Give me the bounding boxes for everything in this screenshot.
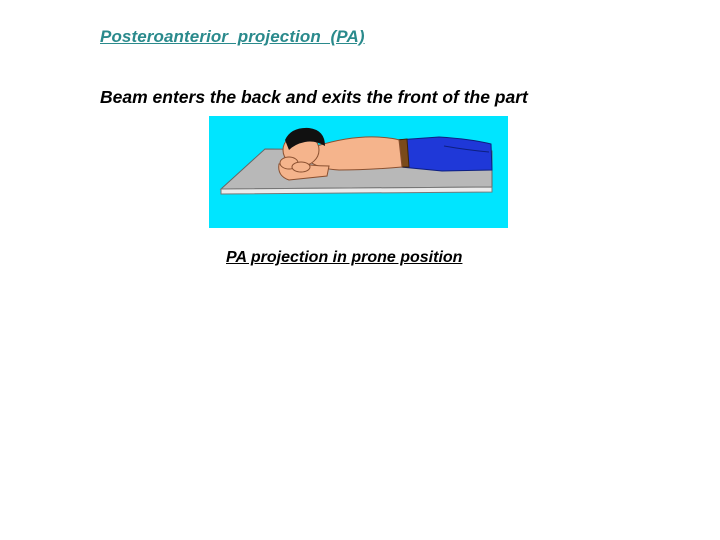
slide-subtitle: Beam enters the back and exits the front of the part [100,87,528,107]
prone-patient-illustration [209,116,508,228]
prone-patient-svg [209,116,508,228]
slide-title: Posteroanterior projection (PA) [100,27,365,46]
illustration-caption: PA projection in prone position [226,249,463,266]
patient-hand-right [292,162,310,172]
patient-pants [397,137,492,171]
